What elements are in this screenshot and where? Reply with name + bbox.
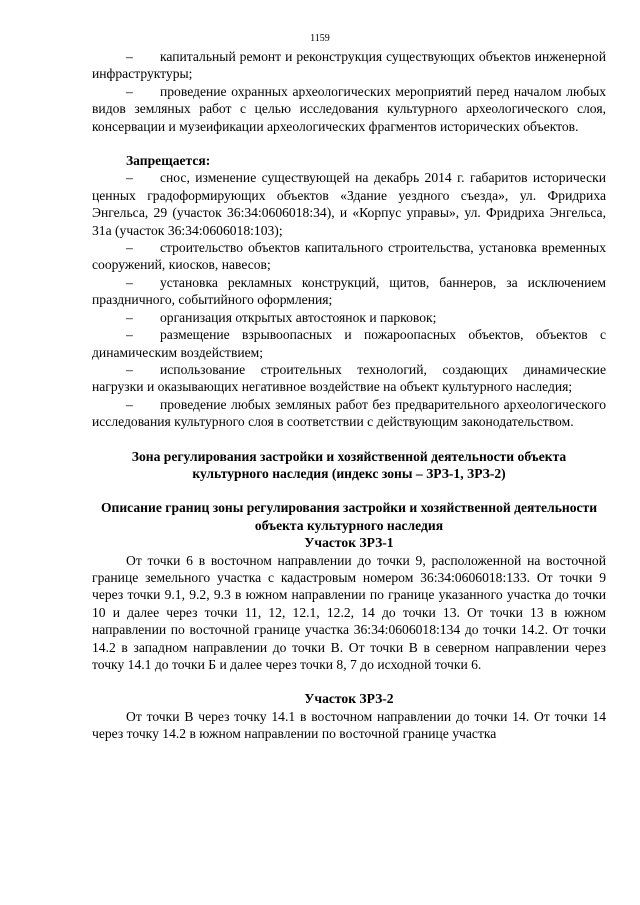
list-item: – организация открытых автостоянок и парковок; <box>126 309 437 325</box>
list-item: – использование строительных технологий, создающих динамические нагрузки и оказывающих негативное воздействие на объект культурного наследия; <box>92 361 606 395</box>
list-item: – установка рекламных конструкций, щитов, баннеров, за исключением праздничного, событийного оформления; <box>92 274 606 308</box>
list-item: – размещение взрывоопасных и пожароопасных объектов, объектов с динамическим воздействием; <box>92 327 606 360</box>
prohibited-list <box>92 169 606 430</box>
plot2-title: Участок ЗРЗ-2 <box>304 691 394 707</box>
list-item: – снос, изменение существующей на декабрь 2014 г. габаритов исторически ценных градоформирующих объектов «Здание уездного съезда», ул. Фридриха Энгельса, 29 (участок 36:34:0606018:34), и «Корпус управы», ул. Фридриха Энгельса, 31а (участок 36:34:0606018:103); <box>92 170 606 238</box>
plot1-text: От точки 6 в восточном направлении до точки 9, расположенной на восточной границе земельного участка с кадастровым номером 36:34:0606018:133. От точки 9 через точки 9.1, 9.2, 9.3 в южном направлении по границе указанного участка до точки 10 и далее через точки 11, 12, 12.1, 12.2, 14 до точки 13. От точки 13 в южном направлении по восточной границе участка 36:34:0606018:134 до точки 14.2. От точки 14.2 в западном направлении до точки В. От точки В в северном направлении через точку 14.1 до точки Б и далее через точки 8, 7 до исходной точки 6. <box>92 552 606 672</box>
list-item: – капитальный ремонт и реконструкция существующих объектов инженерной инфраструктуры; <box>92 49 606 82</box>
prohibited-heading: Запрещается: <box>126 153 211 169</box>
list-item: – проведение любых земляных работ без предварительного археологического исследования культурного слоя в соответствии с действующим законодательством. <box>92 396 606 430</box>
document-body <box>92 48 606 743</box>
list-item: – проведение охранных археологических мероприятий перед началом любых видов земляных работ с целью исследования культурного археологического слоя, консервации и музеификации археологических фрагментов исторических объектов. <box>92 83 606 134</box>
plot1-title: Участок ЗРЗ-1 <box>304 535 394 551</box>
page-number: 1159 <box>310 33 330 44</box>
description-title: Описание границ зоны регулирования застройки и хозяйственной деятельности объекта культурного наследия <box>100 500 598 533</box>
plot2-text: От точки В через точку 14.1 в восточном направлении до точки 14. От точки 14 через точку 14.2 в южном направлении по восточной границе участка <box>92 708 606 742</box>
top-list <box>92 48 606 135</box>
zone-title: Зона регулирования застройки и хозяйственной деятельности объекта культурного наследия (индекс зоны – ЗРЗ-1, ЗРЗ-2) <box>131 448 567 481</box>
list-item: – строительство объектов капитального строительства, установка временных сооружений, киосков, навесов; <box>92 240 606 273</box>
